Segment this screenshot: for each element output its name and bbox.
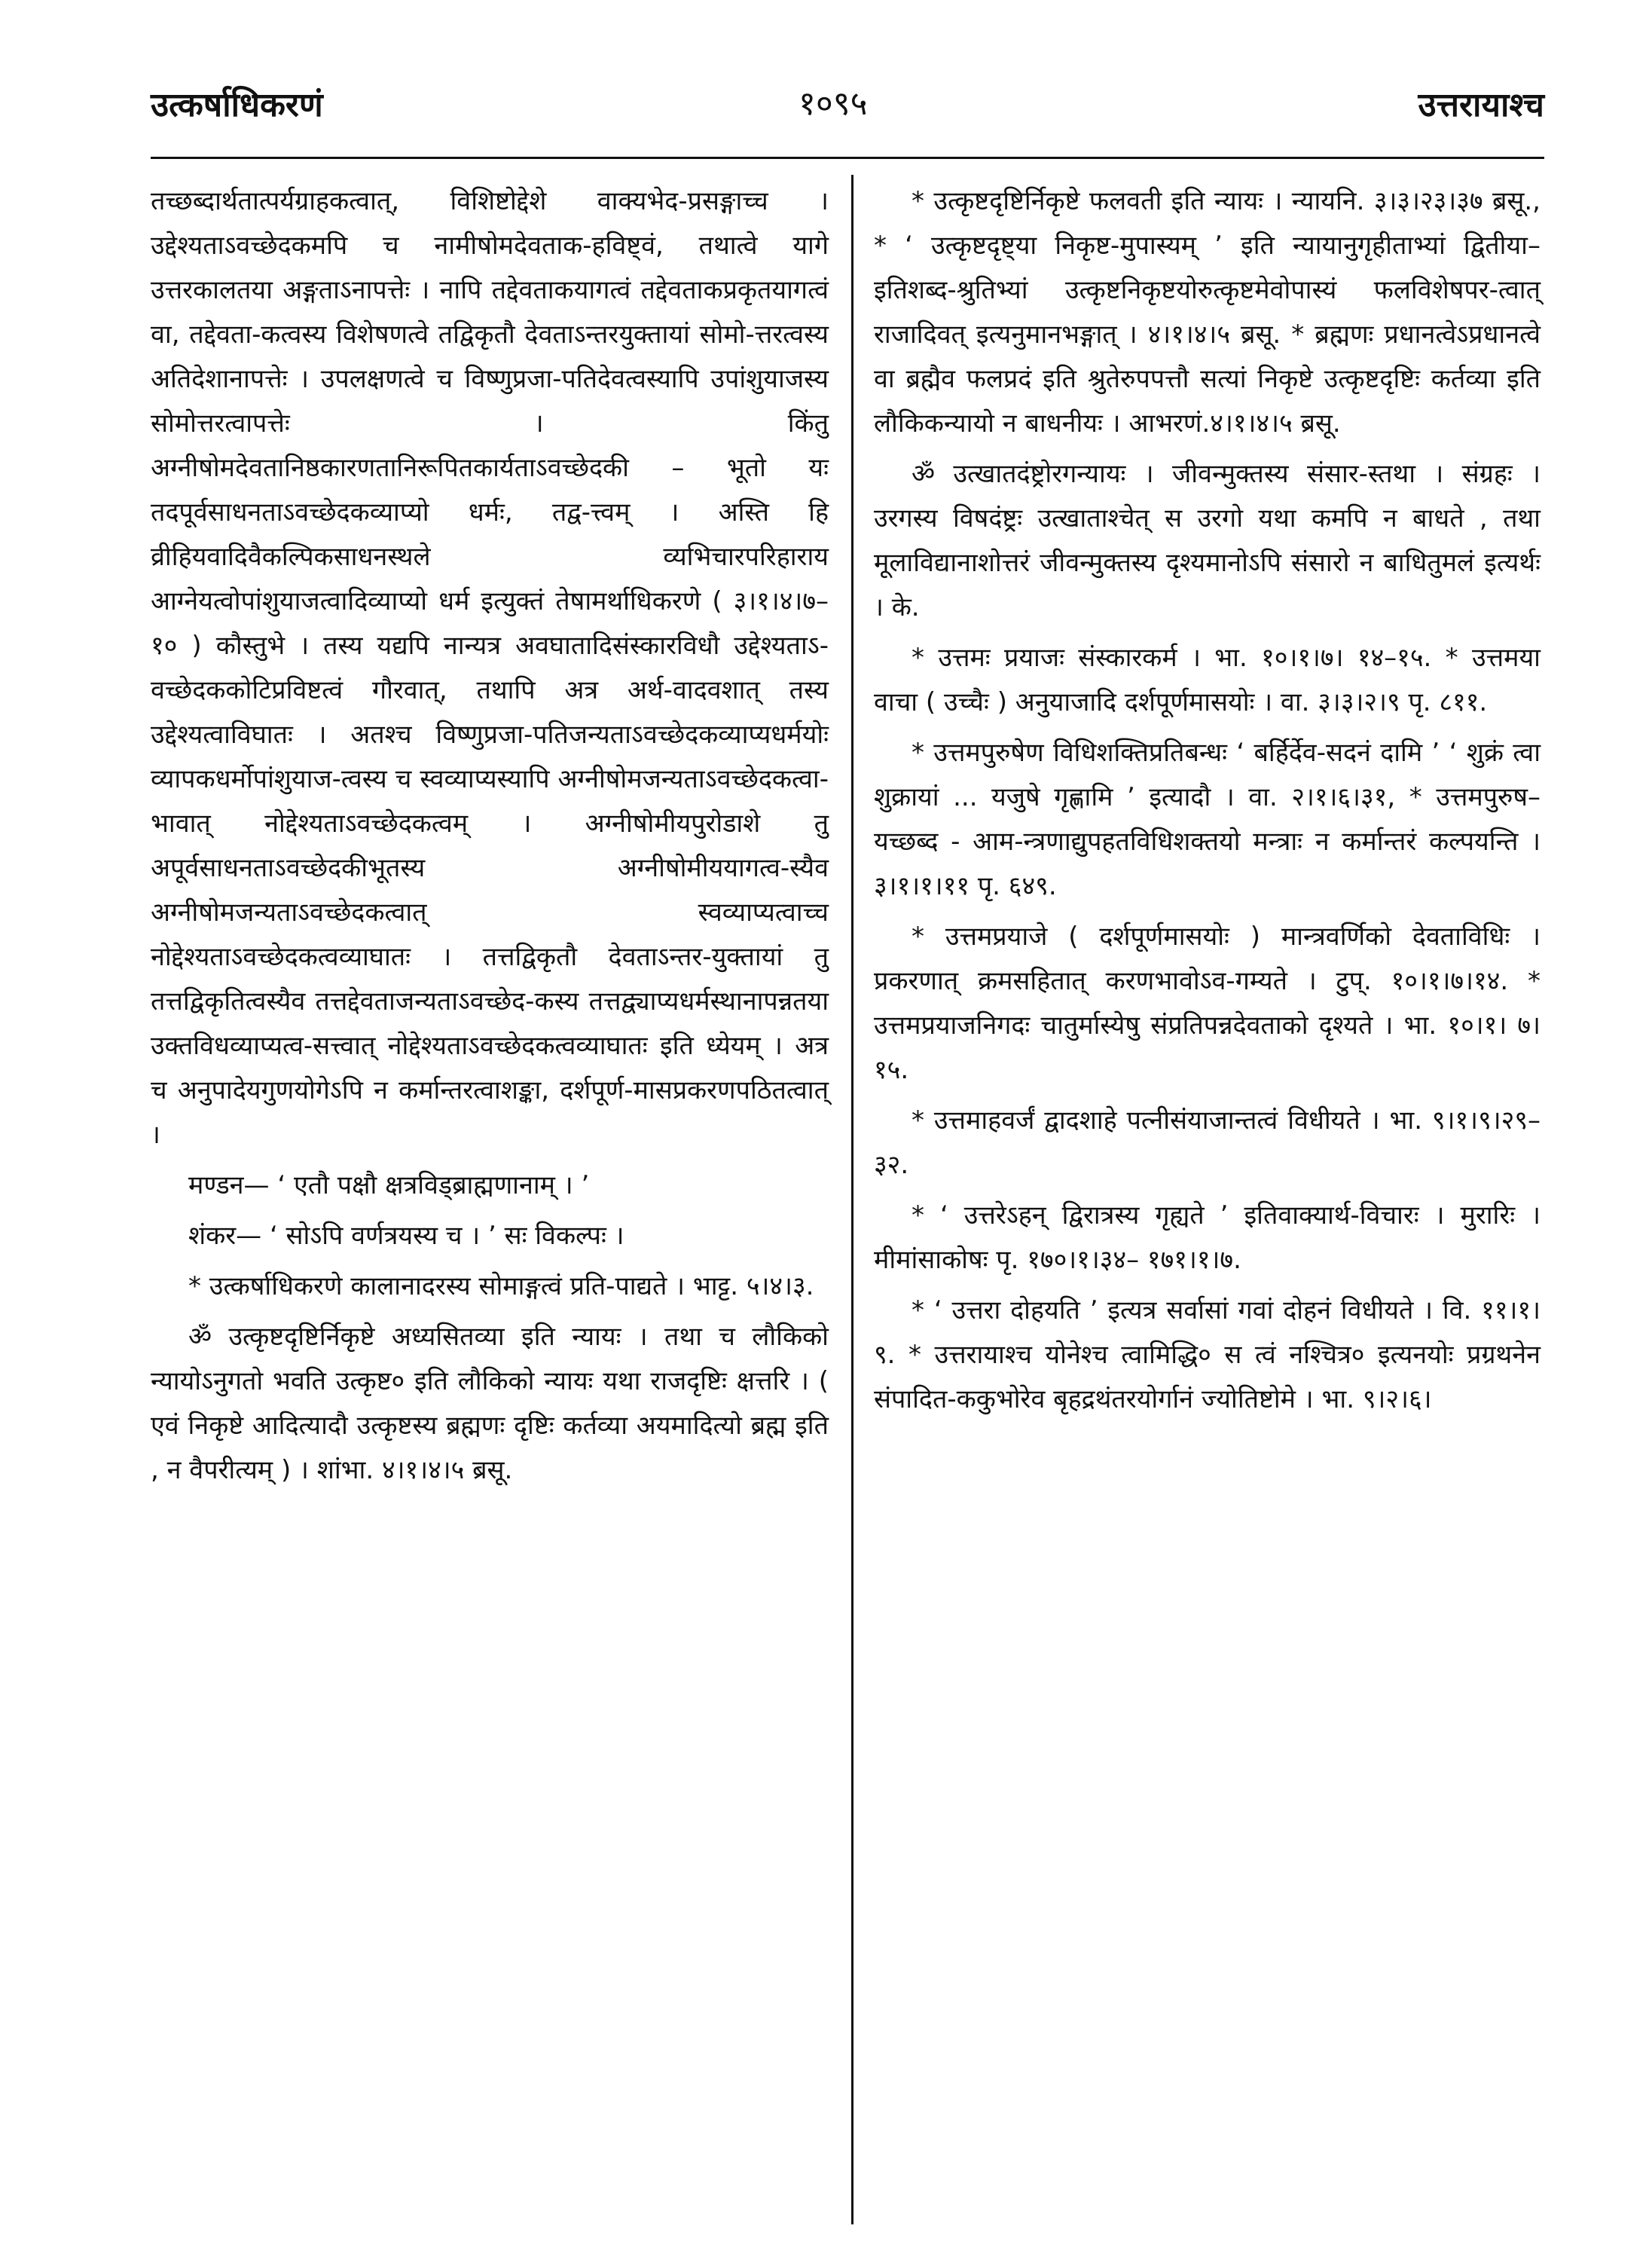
entry-paragraph: * उत्तमपुरुषेण विधिशक्तिप्रतिबन्धः ‘ बर्हिर्देव-सदनं दामि ’ ‘ शुक्रं त्वा शुक्रायां ... यजुषे गृह्णामि ’ इत्यादौ । वा. २।१।६।३१, * उत्तमपुरुष–यच्छब्द - आम-न्त्रणाद्युपहतविधिशक्तयो मन्त्राः न कर्मान्तरं कल्पयन्ति । ३।१।१।११ पृ. ६४९. [874, 738, 1541, 901]
header-left-title: उत्कर्षाधिकरणं [151, 86, 323, 124]
entry-paragraph: * ‘ उत्तरेऽहन् द्विरात्रस्य गृह्यते ’ इतिवाक्यार्थ-विचारः । मुरारिः । मीमांसाकोषः पृ. १७०।१।३४– १७१।१।७. [874, 1200, 1541, 1275]
entry-paragraph: * ‘ उत्तरा दोहयति ’ इत्यत्र सर्वासां गवां दोहनं विधीयते । वि. ११।१।९. * उत्तरायाश्च योनेश्च त्वामिद्धि० स त्वं नश्चित्र० इत्यनयोः प्रग्रथनेन संपादित-ककुभोरेव बृहद्रथंतरयोर्गानं ज्योतिष्टोमे । भा. ९।२।६। [874, 1295, 1541, 1414]
entry-paragraph: तच्छब्दार्थतात्पर्यग्राहकत्वात्, विशिष्टोद्देशे वाक्यभेद-प्रसङ्गाच्च । उद्देश्यताऽवच्छेदकमपि च नामीषोमदेवताक-हविष्ट्वं, तथात्वे यागे उत्तरकालतया अङ्गताऽनापत्तेः । नापि तद्देवताकयागत्वं तद्देवताकप्रकृतयागत्वं वा, तद्देवता-कत्वस्य विशेषणत्वे तद्विकृतौ देवताऽन्तरयुक्तायां सोमो-त्तरत्वस्य अतिदेशानापत्तेः । उपलक्षणत्वे च विष्णुप्रजा-पतिदेवत्वस्यापि उपांशुयाजस्य सोमोत्तरत्वापत्तेः । किंतु अग्नीषोमदेवतानिष्ठकारणतानिरूपितकार्यताऽवच्छेदकी – भूतो यः तदपूर्वसाधनताऽवच्छेदकव्याप्यो धर्मः, तद्व-त्त्वम् । अस्ति हि व्रीहियवादिवैकल्पिकसाधनस्थले व्यभिचारपरिहाराय आग्नेयत्वोपांशुयाजत्वादिव्याप्यो धर्म इत्युक्तं तेषामर्थाधिकरणे ( ३।१।४।७–१० ) कौस्तुभे । तस्य यद्यपि नान्यत्र अवघातादिसंस्कारविधौ उद्देश्यताऽ-वच्छेदककोटिप्रविष्टत्वं गौरवात्, तथापि अत्र अर्थ-वादवशात् तस्य उद्देश्यत्वाविघातः । अतश्च विष्णुप्रजा-पतिजन्यताऽवच्छेदकव्याप्यधर्मयोः व्यापकधर्मोपांशुयाज-त्वस्य च स्वव्याप्यस्यापि अग्नीषोमजन्यताऽवच्छेदकत्वा-भावात् नोद्देश्यताऽवच्छेदकत्वम् । अग्नीषोमीयपुरोडाशे तु अपूर्वसाधनताऽवच्छेदकीभूतस्य अग्नीषोमीययागत्व-स्यैव अग्नीषोमजन्यताऽवच्छेदकत्वात् स्वव्याप्यत्वाच्च नोद्देश्यताऽवच्छेदकत्वव्याघातः । तत्तद्विकृतौ देवताऽन्तर-युक्तायां तु तत्तद्विकृतित्वस्यैव तत्तद्देवताजन्यताऽवच्छेद-कस्य तत्तद्व्याप्यधर्मस्थानापन्नतया उक्तविधव्याप्यत्व-सत्त्वात् नोद्देश्यताऽवच्छेदकत्वव्याघातः इति ध्येयम् । अत्र च अनुपादेयगुणयोगेऽपि न कर्मान्तरत्वाशङ्का, दर्शपूर्ण-मासप्रकरणपठितत्वात् । [151, 186, 829, 1150]
entry-paragraph: * उत्तमप्रयाजे ( दर्शपूर्णमासयोः ) मान्त्रवर्णिको देवताविधिः । प्रकरणात् क्रमसहितात् करणभावोऽव-गम्यते । टुप्. १०।१।७।१४. * उत्तमप्रयाजनिगदः चातुर्मास्येषु संप्रतिपन्नदेवताको दृश्यते । भा. १०।१। ७।१५. [874, 922, 1541, 1085]
entry-paragraph: * उत्कृष्टदृष्टिर्निकृष्टे फलवती इति न्यायः । न्यायनि. ३।३।२३।३७ ब्रसू., * ‘ उत्कृष्टदृष्ट्या निकृष्ट-मुपास्यम् ’ इति न्यायानुगृहीताभ्यां द्वितीया–इतिशब्द-श्रुतिभ्यां उत्कृष्टनिकृष्टयोरुत्कृष्टमेवोपास्यं फलविशेषपर-त्वात् राजादिवत् इत्यनुमानभङ्गात् । ४।१।४।५ ब्रसू. * ब्रह्मणः प्रधानत्वेऽप्रधानत्वे वा ब्रह्मैव फलप्रदं इति श्रुतेरुपपत्तौ सत्यां निकृष्टे उत्कृष्टदृष्टिः कर्तव्या इति लौकिकन्यायो न बाधनीयः । आभरणं.४।१।४।५ ब्रसू. [874, 186, 1541, 439]
column-divider [851, 175, 853, 2224]
page-number: १०९५ [799, 84, 868, 123]
header-right-title: उत्तरायाश्च [1418, 86, 1544, 124]
entry-paragraph: * उत्तमः प्रयाजः संस्कारकर्म । भा. १०।१।७। १४–१५. * उत्तमया वाचा ( उच्चैः ) अनुयाजादि दर्शपूर्णमासयोः । वा. ३।३।२।९ पृ. ८११. [874, 643, 1541, 717]
entry-paragraph: ॐ उत्कृष्टदृष्टिर्निकृष्टे अध्यसितव्या इति न्यायः । तथा च लौकिको न्यायोऽनुगतो भवति उत्कृष्ट० इति लौकिको न्यायः यथा राजदृष्टिः क्षत्तरि । ( एवं निकृष्टे आदित्यादौ उत्कृष्टस्य ब्रह्मणः दृष्टिः कर्तव्या अयमादित्यो ब्रह्म इति , न वैपरीत्यम् ) । शांभा. ४।१।४।५ ब्रसू. [151, 1322, 829, 1485]
right-column [874, 179, 1541, 1428]
header-rule [151, 157, 1544, 159]
entry-paragraph: * उत्कर्षाधिकरणे कालानादरस्य सोमाङ्गत्वं प्रति-पाद्यते । भाट्ट. ५।४।३. [188, 1271, 814, 1301]
entry-paragraph: ॐ उत्खातदंष्ट्रोरगन्यायः । जीवन्मुक्तस्य संसार-स्तथा । संग्रहः । उरगस्य विषदंष्ट्रः उत्खाताश्चेत् स उरगो यथा कमपि न बाधते , तथा मूलाविद्यानाशोत्तरं जीवन्मुक्तस्य दृश्यमानोऽपि संसारो न बाधितुमलं इत्यर्थः । के. [874, 459, 1541, 622]
entry-paragraph: शंकर— ‘ सोऽपि वर्णत्रयस्य च । ’ सः विकल्पः । [188, 1221, 624, 1251]
entry-paragraph: मण्डन— ‘ एतौ पक्षौ क्षत्रविड्ब्राह्मणानाम् । ’ [188, 1170, 590, 1200]
left-column [151, 179, 829, 1499]
entry-paragraph: * उत्तमाहवर्जं द्वादशाहे पत्नीसंयाजान्तत्वं विधीयते । भा. ९।१।९।२९–३२. [874, 1105, 1541, 1180]
page-header [151, 72, 1544, 132]
